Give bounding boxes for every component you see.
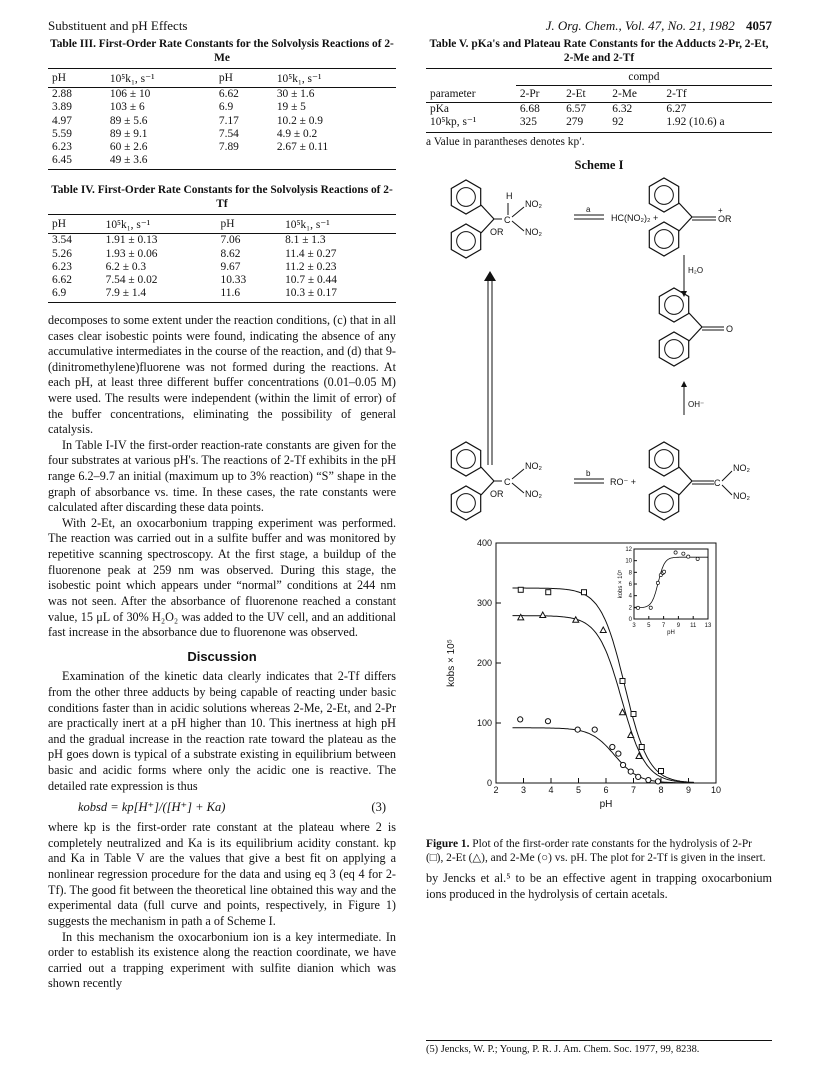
y-tick-label: 100 [476, 717, 492, 728]
table-row [48, 274, 396, 287]
label-no2: NO₂ [733, 462, 750, 473]
label-c: C [714, 477, 721, 488]
table-header-cell: 10⁵k₁, s⁻¹ [102, 215, 217, 234]
x-tick-label: 7 [630, 784, 637, 795]
label-dinitromethane: HC(NO₂)₂ + [611, 212, 659, 223]
table-cell: 2.67 ± 0.11 [276, 140, 329, 153]
bond-line [679, 467, 692, 481]
inset-y-tick-label: 0 [628, 616, 632, 623]
table5 [426, 68, 772, 132]
table-row [48, 141, 396, 154]
table-cell: 10.33 [220, 273, 247, 286]
inset-data-point [682, 552, 685, 555]
table-cell: 6.9 [48, 287, 102, 303]
body-text-left [48, 313, 396, 992]
data-point-2-Me [655, 778, 660, 783]
x-tick-label: 4 [548, 784, 554, 795]
label-oh: OH⁻ [688, 399, 705, 409]
figure-label: Figure 1. [426, 837, 470, 850]
label-h2o: H₂O [688, 265, 704, 275]
x-tick-label: 2 [493, 784, 499, 795]
y-tick-label: 0 [486, 777, 492, 788]
y-axis-label: kobs × 10⁵ [446, 638, 457, 687]
table-header-cell: pH [48, 215, 102, 234]
y-tick-label: 400 [476, 537, 492, 548]
table-cell [273, 154, 396, 170]
label-no2: NO₂ [525, 488, 542, 499]
x-tick-label: 10 [710, 784, 722, 795]
table-cell: 6.23 [52, 140, 72, 153]
table-row [48, 287, 396, 303]
scheme-diagram [426, 175, 772, 533]
table-cell: 11.6 [217, 287, 282, 303]
table3-caption: Table III. First-Order Rate Constants for the Solvolysis Reactions of 2-Me [50, 38, 394, 64]
label-or: OR [718, 213, 732, 224]
table-cell: pKa [430, 103, 449, 116]
inset-x-tick-label: 13 [704, 622, 712, 629]
label-or: OR [490, 226, 504, 237]
benzene-ring [451, 486, 480, 520]
data-point-2-Et [600, 627, 606, 633]
inset-y-axis-label: kobs × 10⁵ [618, 569, 624, 598]
benzene-ring [649, 222, 678, 256]
data-point-2-Me [575, 727, 580, 732]
inset-y-tick-label: 8 [628, 569, 632, 576]
table-row [48, 101, 396, 114]
inset-data-point [687, 555, 690, 558]
table-cell: 8.62 [220, 247, 241, 260]
table-header-cell: 2-Et [562, 86, 608, 103]
label-or: OR [490, 488, 504, 499]
data-point-2-Me [610, 744, 615, 749]
figure-1-chart [426, 533, 772, 833]
equation-number: (3) [371, 800, 386, 815]
journal-citation: J. Org. Chem., Vol. 47, No. 21, 1982 [545, 18, 735, 33]
aromatic-circle [655, 449, 674, 468]
section-heading-discussion: Discussion [187, 648, 257, 664]
bond-line [722, 485, 732, 495]
table-header-cell: pH [217, 215, 282, 234]
data-point-2-Me [646, 777, 651, 782]
table-cell: 1.91 ± 0.13 [105, 234, 158, 247]
x-axis-label: pH [599, 798, 613, 810]
table-cell: 103 ± 6 [109, 101, 145, 114]
data-point-2-Pr [631, 711, 636, 716]
table-cell: 9.67 [220, 260, 241, 273]
table-cell: 5.26 [52, 247, 72, 260]
inset-x-tick-label: 11 [690, 622, 697, 629]
page-number: 4057 [746, 18, 772, 33]
left-column [48, 38, 396, 992]
data-point-2-Pr [659, 768, 664, 773]
bond-line [481, 205, 494, 219]
table-cell: 3.89 [52, 101, 72, 114]
table-cell: 89 ± 5.6 [109, 114, 148, 127]
table-cell: 7.9 ± 1.4 [102, 287, 217, 303]
table-cell: 6.68 [519, 103, 540, 116]
scheme-title: Scheme I [574, 157, 624, 172]
equation-body: kobsd = kp[H⁺]/([H⁺] + Ka) [78, 800, 226, 815]
data-point-2-Pr [518, 587, 523, 592]
table-cell: 6.57 [566, 103, 587, 116]
table-cell: 1.93 ± 0.06 [105, 247, 158, 260]
benzene-ring [451, 224, 480, 258]
paragraph: In this mechanism the oxocarbonium ion is a key intermediate. In order to establish its existence along the reaction coordinate, we have carried out a trapping experiment with sulfite dianion which was shown recently [48, 929, 396, 991]
fit-curve-2-Et [513, 615, 695, 782]
table-header-cell: 10⁵k₁, s⁻¹ [273, 69, 396, 88]
bond-line [512, 207, 524, 217]
inset-y-tick-label: 2 [628, 604, 632, 611]
label-no2: NO₂ [525, 460, 542, 471]
label-no2: NO₂ [733, 490, 750, 501]
inset-data-point [656, 581, 659, 584]
benzene-ring [649, 486, 678, 520]
table-header-cell: 10⁵k₁, s⁻¹ [281, 215, 396, 234]
benzene-ring [451, 180, 480, 214]
table-cell: 106 ± 10 [109, 88, 151, 101]
data-point-2-Me [620, 762, 625, 767]
table-cell: 7.06 [220, 234, 241, 247]
paragraph: Examination of the kinetic data clearly indicates that 2-Tf differs from the other three adducts by being capable of reacting under basic conditions faster than in acidic solutions whereas 2-Me, 2-Et, and 2-Pr are practically inert at a pH higher than 10. This inertness at high pH and the gradual increase in the reaction rate toward the plateau as the pH goes down is typical of a substrate existing in equilibrium between basic and acidic forms where only the acidic one is reactive. The detailed rate expression is thus [48, 669, 396, 793]
table-cell: 10.2 ± 0.9 [276, 114, 323, 127]
paragraph: In Table I-IV the first-order reaction-rate constants are given for the four substrates at various pH's. The reactions of 2-Tf exhibits in the pH range 6.2–9.7 an initial (maximum up to 3% reaction) “S” shape in the graph of absorbance vs. time. In these cases, the rate constants were calculated after discarding these data points. [48, 437, 396, 515]
inset-y-tick-label: 10 [625, 558, 632, 565]
aromatic-circle [655, 493, 674, 512]
footnote: (5) Jencks, W. P.; Young, P. R. J. Am. Chem. Soc. 1977, 99, 8238. [426, 1040, 772, 1055]
label-no2: NO₂ [525, 226, 542, 237]
label-no2: NO₂ [525, 198, 542, 209]
aromatic-circle [665, 339, 684, 358]
aromatic-circle [665, 295, 684, 314]
bond-line [679, 481, 692, 495]
table-cell: 1.92 (10.6) a [662, 116, 772, 132]
paragraph: decomposes to some extent under the reaction conditions, (c) that in all cases clear isobestic points were found, indicating the absence of any accumulative intermediates in the course of the reaction, and (d) that 9-(dinitromethylene)fluorene was not formed during the reactions. At each pH, at least three different buffer concentrations (0.01–0.05 M) were used. The results were independent (within the limit of error) of the buffer concentrations, eliminating the possibility of general catalysis. [48, 312, 396, 437]
table-cell: 4.9 ± 0.2 [276, 127, 318, 140]
table-cell: 3.54 [52, 234, 72, 247]
table-cell: 6.62 [218, 88, 239, 101]
table-row [48, 115, 396, 128]
table-cell: 6.9 [218, 101, 234, 114]
inset-x-tick-label: 3 [632, 622, 636, 629]
data-point-2-Pr [620, 678, 625, 683]
label-path-a: a [586, 204, 591, 214]
figure-caption [426, 837, 772, 866]
data-point-2-Me [616, 751, 621, 756]
aromatic-circle [457, 187, 476, 206]
label-h: H [506, 190, 513, 201]
table-header-cell: 2-Me [608, 86, 662, 103]
table-cell: 11.4 ± 0.27 [285, 247, 337, 260]
y-tick-label: 300 [476, 597, 492, 608]
table-cell: 30 ± 1.6 [276, 88, 315, 101]
table-cell: 19 ± 5 [276, 101, 306, 114]
table-cell: 60 ± 2.6 [109, 140, 148, 153]
x-tick-label: 8 [658, 784, 664, 795]
data-point-2-Me [518, 716, 523, 721]
table-cell: 10⁵kp, s⁻¹ [426, 116, 516, 132]
table4-caption: Table IV. First-Order Rate Constants for the Solvolysis Reactions of 2-Tf [51, 184, 393, 210]
bond-line [679, 217, 692, 231]
aromatic-circle [457, 493, 476, 512]
label-plus: + [718, 205, 723, 215]
inset-data-point [649, 606, 652, 609]
table-cell: 6.32 [612, 103, 633, 116]
label-c: C [504, 214, 511, 225]
benzene-ring [659, 332, 688, 366]
table-cell: 49 ± 3.6 [106, 154, 215, 170]
inset-data-point [662, 570, 665, 573]
aromatic-circle [457, 231, 476, 250]
inset-y-tick-label: 12 [625, 546, 632, 553]
data-point-2-Pr [639, 744, 644, 749]
table-cell [215, 154, 273, 170]
data-point-2-Pr [546, 589, 551, 594]
paragraph: by Jencks et al.⁵ to be an effective agent in trapping oxocarbonium ions produced in the hydrolysis of certain acetals. [426, 871, 772, 901]
running-header-left: Substituent and pH Effects [48, 18, 188, 33]
table-cell: 6.2 ± 0.3 [105, 260, 147, 273]
table-cell: 6.23 [52, 260, 72, 273]
inset-data-point [674, 550, 677, 553]
table-header-cell: 10⁵k₁, s⁻¹ [106, 69, 215, 88]
table-row [426, 103, 772, 117]
inset-y-tick-label: 4 [628, 593, 632, 600]
running-header-right [546, 18, 772, 34]
table-header-row [426, 86, 772, 103]
table-row [48, 261, 396, 274]
body-text-right [426, 871, 772, 902]
aromatic-circle [457, 449, 476, 468]
equation-3 [48, 799, 396, 815]
table-cell: 5.59 [52, 127, 72, 140]
fit-curve-2-Me [513, 727, 695, 782]
y-tick-label: 200 [476, 657, 492, 668]
inset-x-axis-label: pH [667, 629, 675, 636]
bond-line [512, 469, 524, 479]
aromatic-circle [655, 185, 674, 204]
paragraph: With 2-Et, an oxocarbonium trapping experiment was performed. The reaction was carried out in a sulfite buffer and was monitored by repetitive scanning spectroscopy. At the first stage, a buildup of the fluorenone peak at 259 nm was observed. During this stage, the isobestic point which appears under “normal” conditions at 244 nm was not seen. After the absorbance of fluorenone reached a constant value, 15 μL of 30% H₂O₂ was added to the UV cell, and an additional fast increase in the absorbance due to fluorenone was observed. [48, 515, 396, 640]
data-point-2-Me [592, 727, 597, 732]
arrowhead [681, 381, 687, 387]
bond-line [689, 327, 702, 341]
label-c: C [504, 476, 511, 487]
x-tick-label: 5 [575, 784, 582, 795]
inset-x-tick-label: 9 [676, 622, 681, 629]
label-path-b: b [586, 468, 591, 478]
data-point-2-Et [540, 612, 546, 618]
table-cell: 11.2 ± 0.23 [285, 260, 337, 273]
x-tick-label: 3 [520, 784, 527, 795]
bond-line [481, 467, 494, 481]
table-row [426, 116, 772, 132]
benzene-ring [451, 442, 480, 476]
inset-y-tick-label: 6 [628, 581, 632, 588]
aromatic-circle [655, 229, 674, 248]
benzene-ring [649, 442, 678, 476]
table-header-cell [426, 69, 516, 86]
table-cell: 92 [608, 116, 662, 132]
x-tick-label: 6 [603, 784, 609, 795]
table-cell: 6.27 [666, 103, 687, 116]
table-cell: 4.97 [52, 114, 72, 127]
right-column [426, 38, 772, 902]
x-tick-label: 9 [685, 784, 692, 795]
data-point-2-Me [545, 718, 550, 723]
table5-footnote: a Value in parantheses denotes kp′. [426, 135, 585, 148]
inset-x-tick-label: 7 [661, 622, 666, 629]
label-o: O [726, 323, 734, 334]
table-cell: 7.17 [218, 114, 239, 127]
table-cell: 325 [516, 116, 562, 132]
bond-line [512, 221, 524, 231]
table-cell: 6.62 [52, 273, 72, 286]
data-point-2-Pr [582, 589, 587, 594]
data-point-2-Me [636, 774, 641, 779]
paragraph: where kp is the first-order rate constant at the plateau where 2 is completely neutralized and Ka is its equilibrium acidity constant. kp and Ka in Table V are the values that give a best fit on applying a nonlinear regression procedure for the data and using eq 3 (eq 4 for 2-Tf). The good fit between the theoretical line obtained this way and the experimental data (full curve and points, respectively, in Figure 1) suggests the mechanism in path a of Scheme I. [48, 820, 396, 928]
table4 [48, 214, 396, 303]
data-point-2-Me [628, 769, 633, 774]
table-row [48, 128, 396, 141]
bond-line [689, 313, 702, 327]
table5-caption: Table V. pKa's and Plateau Rate Constants for the Adducts 2-Pr, 2-Et, 2-Me and 2-Tf [429, 38, 769, 64]
table-row [48, 248, 396, 261]
bond-line [512, 483, 524, 493]
table-group-header: compd [516, 69, 772, 86]
table-header-cell: pH [215, 69, 273, 88]
table-cell: 6.45 [48, 154, 106, 170]
table-header-cell: parameter [426, 86, 516, 103]
inset-x-tick-label: 5 [647, 622, 651, 629]
bond-line [679, 203, 692, 217]
table-cell: 7.54 [218, 127, 239, 140]
table-row [48, 154, 396, 170]
bond-line [722, 471, 732, 481]
table-row [48, 234, 396, 248]
arrowhead [484, 271, 496, 281]
benzene-ring [649, 178, 678, 212]
inset-data-point [696, 557, 699, 560]
table-cell: 7.89 [218, 140, 239, 153]
table-header-cell: pH [48, 69, 106, 88]
table-header-row [48, 69, 396, 88]
table-header-row [48, 215, 396, 234]
table-cell: 279 [562, 116, 608, 132]
table-cell: 10.3 ± 0.17 [281, 287, 396, 303]
table-cell: 89 ± 9.1 [109, 127, 148, 140]
table-cell: 7.54 ± 0.02 [105, 273, 158, 286]
table-row [48, 88, 396, 102]
table3 [48, 68, 396, 170]
table-header-cell: 2-Pr [516, 86, 562, 103]
inset-data-point [636, 606, 639, 609]
table-cell: 8.1 ± 1.3 [285, 234, 326, 247]
table-header-cell: 2-Tf [662, 86, 772, 103]
table-cell: 2.88 [52, 88, 72, 101]
label-ro: RO⁻ + [610, 476, 637, 487]
table-cell: 10.7 ± 0.44 [285, 273, 337, 286]
figure-caption-text: Plot of the first-order rate constants for the hydrolysis of 2-Pr (□), 2-Et (△), and 2-Me (○) vs. pH. The plot for 2-Tf is given in the insert. [426, 837, 766, 864]
